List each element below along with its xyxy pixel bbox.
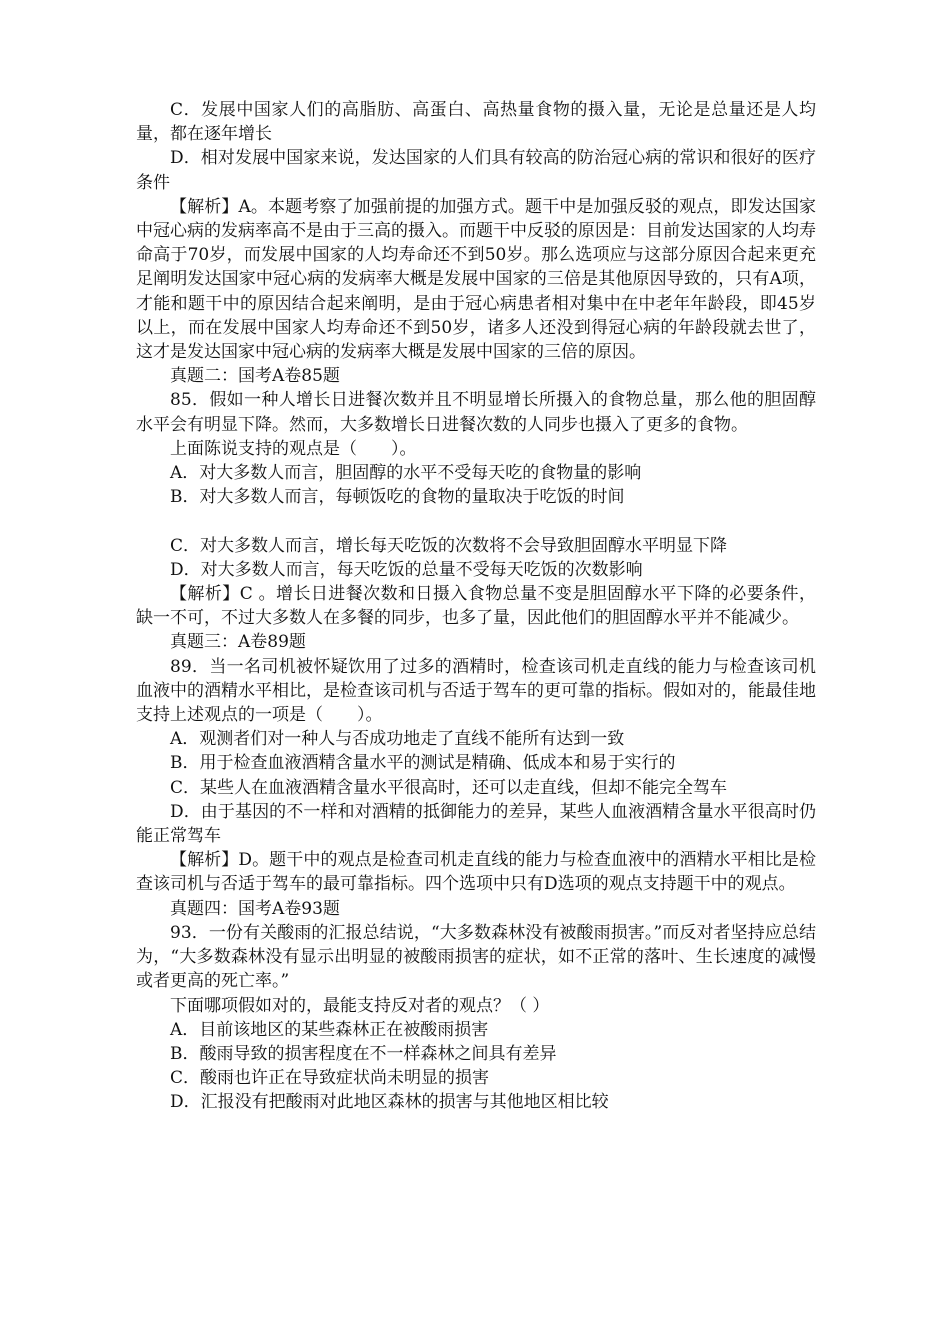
option-c-q1: C．发展中国家人们的高脂肪、高蛋白、高热量食物的摄入量，无论是总量还是人均量，都在逐年增长	[136, 100, 816, 145]
analysis-q89: 【解析】D。题干中的观点是检查司机走直线的能力与检查血液中的酒精水平相比是检查该司机与否适于驾车的最可靠指标。四个选项中只有D选项的观点支持题干中的观点。	[136, 850, 816, 895]
question-85-prompt: 上面陈说支持的观点是（ ）。	[170, 438, 417, 459]
option-a-q85: A．对大多数人而言，胆固醇的水平不受每天吃的食物量的影响	[170, 463, 642, 484]
analysis-q85: 【解析】C 。增长日进餐次数和日摄入食物总量不变是胆固醇水平下降的必要条件，缺一不可，不过大多数人在多餐的同步，也多了量，因此他们的胆固醇水平并不能减少。	[136, 584, 816, 629]
question-93: 93．一份有关酸雨的汇报总结说，“大多数森林没有被酸雨损害。”而反对者坚持应总结为，“大多数森林没有显示出明显的被酸雨损害的症状，如不正常的落叶、生长速度的减慢或者更高的死亡率。”	[136, 922, 816, 992]
option-c-q89: C．某些人在血液酒精含量水平很高时，还可以走直线，但却不能完全驾车	[170, 777, 728, 798]
option-c-q85: C．对大多数人而言，增长每天吃饭的次数将不会导致胆固醇水平明显下降	[170, 535, 728, 556]
option-d-q85: D．对大多数人而言，每天吃饭的总量不受每天吃饭的次数影响	[170, 559, 643, 580]
question-89: 89．当一名司机被怀疑饮用了过多的酒精时，检查该司机走直线的能力与检查该司机血液中的酒精水平相比，是检查该司机与否适于驾车的更可靠的指标。假如对的，能最佳地支持上述观点的一项是（ ）。	[136, 656, 816, 726]
document-page	[136, 98, 816, 1115]
option-d-q1: D．相对发展中国家来说，发达国家的人们具有较高的防治冠心病的常识和很好的医疗条件	[136, 148, 816, 193]
analysis-q1: 【解析】A。本题考察了加强前提的加强方式。题干中是加强反驳的观点，即发达国家中冠心病的发病率高不是由于三高的摄入。而题干中反驳的原因是：目前发达国家的人均寿命高于70岁，而发展中国家的人均寿命还不到50岁。那么选项应与这部分原因合起来更充足阐明发达国家中冠心病的发病率大概是发展中国家的三倍是其他原因导致的，只有A项，才能和题干中的原因结合起来阐明，是由于冠心病患者相对集中在中老年年龄段，即45岁以上，而在发展中国家人均寿命还不到50岁，诸多人还没到得冠心病的年龄段就去世了，这才是发达国家中冠心病的发病率大概是发展中国家的三倍的原因。	[136, 196, 816, 363]
option-b-q85: B．对大多数人而言，每顿饭吃的食物的量取决于吃饭的时间	[170, 487, 625, 508]
section-heading-4: 真题四：国考A卷93题	[170, 898, 340, 919]
section-heading-3: 真题三：A卷89题	[170, 632, 306, 653]
option-a-q89: A．观测者们对一种人与否成功地走了直线不能所有达到一致	[170, 729, 625, 750]
option-d-q89: D．由于基因的不一样和对酒精的抵御能力的差异，某些人血液酒精含量水平很高时仍能正常驾车	[136, 801, 816, 847]
option-c-q93: C．酸雨也许正在导致症状尚未明显的损害	[170, 1068, 490, 1089]
option-b-q93: B．酸雨导致的损害程度在不一样森林之间具有差异	[170, 1043, 557, 1064]
option-d-q93: D．汇报没有把酸雨对此地区森林的损害与其他地区相比较	[170, 1092, 609, 1113]
question-93-prompt: 下面哪项假如对的，最能支持反对者的观点？（ ）	[170, 995, 550, 1016]
option-b-q89: B．用于检查血液酒精含量水平的测试是精确、低成本和易于实行的	[170, 753, 676, 774]
section-heading-2: 真题二：国考A卷85题	[170, 366, 340, 387]
option-a-q93: A．目前该地区的某些森林正在被酸雨损害	[170, 1019, 489, 1040]
question-85: 85．假如一种人增长日进餐次数并且不明显增长所摄入的食物总量，那么他的胆固醇水平会有明显下降。然而，大多数增长日进餐次数的人同步也摄入了更多的食物。	[136, 390, 816, 435]
